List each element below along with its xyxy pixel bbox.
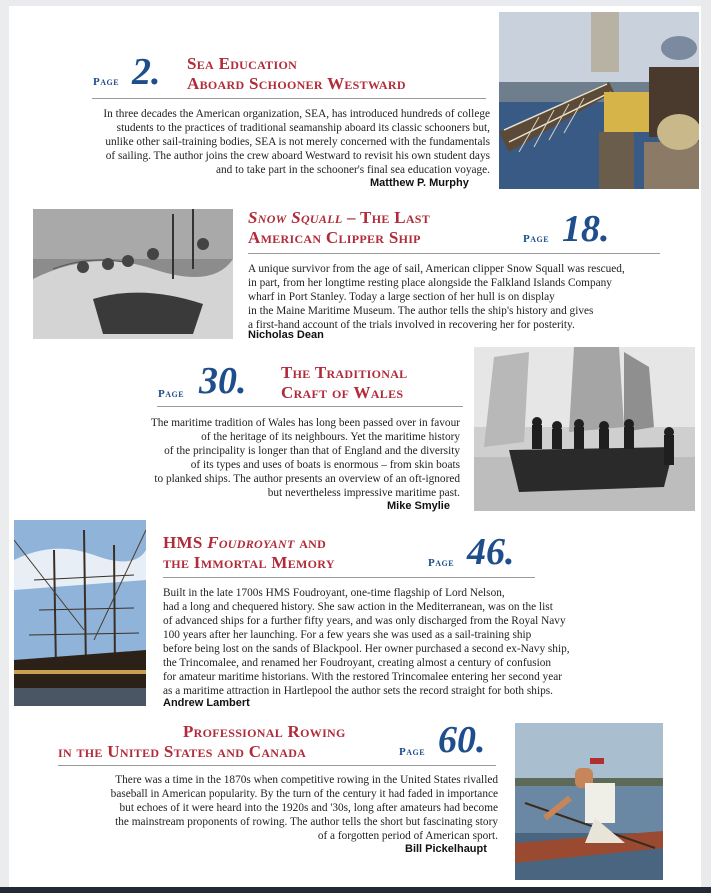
article-author: Mike Smylie bbox=[387, 500, 450, 512]
article-title-line1: Professional Rowing bbox=[183, 722, 346, 741]
title-rule bbox=[157, 406, 463, 407]
title-rule bbox=[248, 253, 660, 254]
article-author: Matthew P. Murphy bbox=[370, 177, 469, 189]
page-number: 18. bbox=[562, 208, 610, 250]
article-title-line1: The Traditional bbox=[281, 363, 408, 382]
page-label: Page bbox=[523, 233, 550, 245]
title-rest: and bbox=[294, 533, 327, 552]
page-number: 2. bbox=[132, 51, 161, 93]
schooner-crew-photo bbox=[499, 12, 699, 189]
page-number: 30. bbox=[199, 360, 247, 402]
article-title-line1 bbox=[163, 532, 326, 553]
hms-foudroyant-photo bbox=[14, 520, 146, 706]
page-label: Page bbox=[93, 76, 120, 88]
article-author: Bill Pickelhaupt bbox=[405, 843, 487, 855]
clipper-ship-engraving bbox=[33, 209, 233, 339]
ship-name: Foudroyant bbox=[207, 533, 295, 552]
article-title-line2: Aboard Schooner Westward bbox=[187, 74, 406, 93]
welsh-boats-photo bbox=[474, 347, 695, 511]
title-rule bbox=[58, 765, 496, 766]
article-title-line2: the Immortal Memory bbox=[163, 553, 335, 572]
page-number: 60. bbox=[438, 719, 486, 761]
article-title-line2: American Clipper Ship bbox=[248, 228, 421, 247]
article-body: Built in the late 1700s HMS Foudroyant, one-time flagship of Lord Nelson, had a long and chequered history. She saw action in the Mediterranean, was on the list of advanced ships for a further fifty years, and was only discharged from the Royal Navy 100 years after her launching. For a few years she was used as a sail-training ship before being lost on the sands of Blackpool. Her owner purchased a second ex-Navy ship, the Trincomalee, and renamed her Foudroyant, creating almost a century of confusion for amateur maritime historians. With the restored Trincomalee entering her second year as a maritime attraction in Hartlepool the author sets the record straight for both ships. bbox=[163, 587, 570, 697]
ship-name: Snow Squall bbox=[248, 208, 343, 227]
article-title-line2: Craft of Wales bbox=[281, 383, 404, 402]
article-title-line1 bbox=[248, 207, 430, 228]
page-edge-left bbox=[0, 0, 9, 893]
title-rest: – The Last bbox=[342, 208, 431, 227]
page-number: 46. bbox=[467, 531, 515, 573]
article-body: A unique survivor from the age of sail, American clipper Snow Squall was rescued, in part, from her longtime resting place alongside the Falkland Islands Company wharf in Port Stanley. Today a large section of her hull is on display in the Maine Maritime Museum. The author tells the ship's history and gives a first-hand account of the trials involved in recovering her for posterity. bbox=[248, 263, 625, 331]
article-body: There was a time in the 1870s when competitive rowing in the United States rivalled baseball in American popularity. By the turn of the century it had faded in importance but echoes of it were heard into the 1920s and '30s, long after amateurs had become the mainstream proponents of rowing. The author tells the short but fascinating story of a forgotten period of American sport. bbox=[110, 774, 498, 842]
article-title-line1: Sea Education bbox=[187, 54, 298, 73]
article-title-line2: in the United States and Canada bbox=[58, 742, 307, 761]
page-edge-bottom bbox=[0, 887, 711, 893]
page-label: Page bbox=[158, 388, 185, 400]
page-edge-right bbox=[701, 0, 711, 893]
title-rule bbox=[163, 577, 535, 578]
article-body: The maritime tradition of Wales has long been passed over in favour of the heritage of its neighbours. Yet the maritime history of the principality is longer than that of England and the diversity of its types and uses of boats is enormous – from skin boats to planked ships. The author presents an overview of an oft-ignored but nevertheless impressive maritime past. bbox=[150, 417, 460, 499]
article-author: Nicholas Dean bbox=[248, 329, 324, 341]
rower-painting bbox=[515, 723, 663, 880]
title-prefix: HMS bbox=[163, 533, 208, 552]
article-body: In three decades the American organization, SEA, has introduced hundreds of college students to the practices of traditional seamanship aboard its classic schooners but, unlike other sail-training bodies, SEA is not merely concerned with the fundamentals of sailing. The author joins the crew aboard Westward to revisit his own student days and to take part in the schooner's final sea education voyage. bbox=[103, 108, 490, 176]
page-label: Page bbox=[428, 557, 455, 569]
article-author: Andrew Lambert bbox=[163, 697, 250, 709]
page-label: Page bbox=[399, 746, 426, 758]
page-edge-top bbox=[0, 0, 711, 6]
title-rule bbox=[92, 98, 486, 99]
